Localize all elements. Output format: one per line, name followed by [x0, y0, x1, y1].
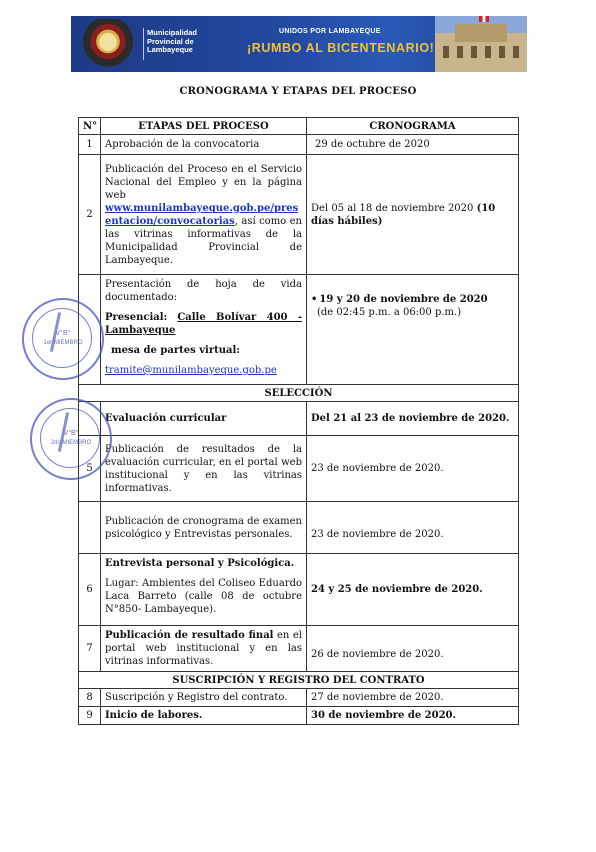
row-date: 26 de noviembre de 2020.	[307, 626, 519, 672]
stage-text-after: , así como en las vitrinas informativas de la Municipalidad Provincial de Lambayeque.	[105, 215, 302, 266]
presencial-line	[105, 311, 302, 337]
table-row	[79, 402, 519, 436]
document-title: CRONOGRAMA Y ETAPAS DEL PROCESO	[179, 86, 417, 97]
table-header-row	[79, 118, 519, 135]
header-banner	[71, 16, 527, 72]
row-date: Del 21 al 23 de noviembre de 2020.	[307, 402, 519, 436]
section-row	[79, 672, 519, 689]
table-row	[79, 707, 519, 725]
building-photo	[435, 16, 527, 72]
row-date: 29 de octubre de 2020	[307, 135, 519, 155]
row-date: 23 de noviembre de 2020.	[307, 502, 519, 554]
table-row	[79, 689, 519, 707]
row-date: 24 y 25 de noviembre de 2020.	[307, 554, 519, 626]
row-num: 6	[79, 554, 101, 626]
municipality-name: Municipalidad Provincial de Lambayeque	[147, 28, 198, 55]
section-contract: SUSCRIPCIÓN Y REGISTRO DEL CONTRATO	[79, 672, 519, 689]
table-row	[79, 626, 519, 672]
flag-icon	[479, 16, 489, 22]
row-stage: Publicación de cronograma de examen psicológico y Entrevistas personales.	[101, 502, 307, 554]
section-row	[79, 385, 519, 402]
final-result-text: en el portal web institucional y en las vitrinas informativas.	[105, 630, 302, 667]
row-stage	[101, 626, 307, 672]
row-stage: Aprobación de la convocatoria	[101, 135, 307, 155]
presencial-address: Calle Bolívar 400 - Lambayeque	[105, 312, 302, 336]
virtual-label: mesa de partes virtual:	[111, 345, 240, 356]
slogan-main: ¡RUMBO AL BICENTENARIO!	[247, 41, 435, 55]
row-stage	[101, 554, 307, 626]
table-row	[79, 155, 519, 275]
stamp-vb: V°B°	[55, 330, 71, 337]
date-hours: (de 02:45 p.m. a 06:00 p.m.)	[317, 307, 462, 318]
date-days: • 19 y 20 de noviembre de 2020	[311, 293, 514, 306]
header-num: N°	[79, 118, 101, 135]
row-num: 7	[79, 626, 101, 672]
row-date: 23 de noviembre de 2020.	[307, 436, 519, 502]
email-link[interactable]: tramite@munilambayeque.gob.pe	[105, 365, 277, 376]
row-num: 2	[79, 155, 101, 275]
committee-stamp-2	[30, 398, 112, 480]
table-row	[79, 275, 519, 385]
row-stage: Inicio de labores.	[101, 707, 307, 725]
interview-title: Entrevista personal y Psicológica.	[105, 558, 295, 569]
schedule-table	[78, 117, 519, 725]
row-stage	[101, 155, 307, 275]
interview-place: Lugar: Ambientes del Coliseo Eduardo Laca Barreto (calle 08 de octubre N°850- Lambayeque).	[105, 578, 302, 615]
convocatorias-link[interactable]: www.munilambayeque.gob.pe/pres entacion/convocatorias	[105, 202, 299, 227]
section-selection: SELECCIÓN	[79, 385, 519, 402]
table-row	[79, 135, 519, 155]
row-stage: Publicación de resultados de la evaluación curricular, en el portal web institucional y en las vitrinas informativas.	[101, 436, 307, 502]
municipal-crest-logo	[77, 19, 139, 69]
stage-intro: Presentación de hoja de vida documentado:	[105, 279, 302, 303]
row-stage: Suscripción y Registro del contrato.	[101, 689, 307, 707]
row-stage: Evaluación curricular	[101, 402, 307, 436]
header-schedule: CRONOGRAMA	[307, 118, 519, 135]
committee-stamp-1	[22, 298, 104, 380]
table-row	[79, 554, 519, 626]
row-stage	[101, 275, 307, 385]
row-num: 1	[79, 135, 101, 155]
row-date	[307, 275, 519, 385]
slogan-top: UNIDOS POR LAMBAYEQUE	[279, 28, 381, 35]
presencial-label: Presencial:	[105, 312, 168, 323]
row-num: 5	[79, 436, 101, 502]
row-date	[307, 155, 519, 275]
stamp-member: 2do MIEMBRO	[50, 440, 92, 446]
date-range: Del 05 al 18 de noviembre 2020	[311, 202, 474, 214]
table-row	[79, 436, 519, 502]
stamp-member: 1er MIEMBRO	[43, 340, 83, 346]
header-stage: ETAPAS DEL PROCESO	[101, 118, 307, 135]
banner-divider	[143, 28, 144, 60]
row-num: 8	[79, 689, 101, 707]
table-row	[79, 502, 519, 554]
stage-text: Publicación del Proceso en el Servicio Nacional del Empleo y en la página web	[105, 163, 302, 201]
row-date: 27 de noviembre de 2020.	[307, 689, 519, 707]
final-result-label: Publicación de resultado final	[105, 630, 274, 641]
date-days-note: (10 días hábiles)	[311, 202, 496, 227]
stamp-vb: V°B°	[63, 430, 79, 437]
row-date: 30 de noviembre de 2020.	[307, 707, 519, 725]
row-num: 9	[79, 707, 101, 725]
